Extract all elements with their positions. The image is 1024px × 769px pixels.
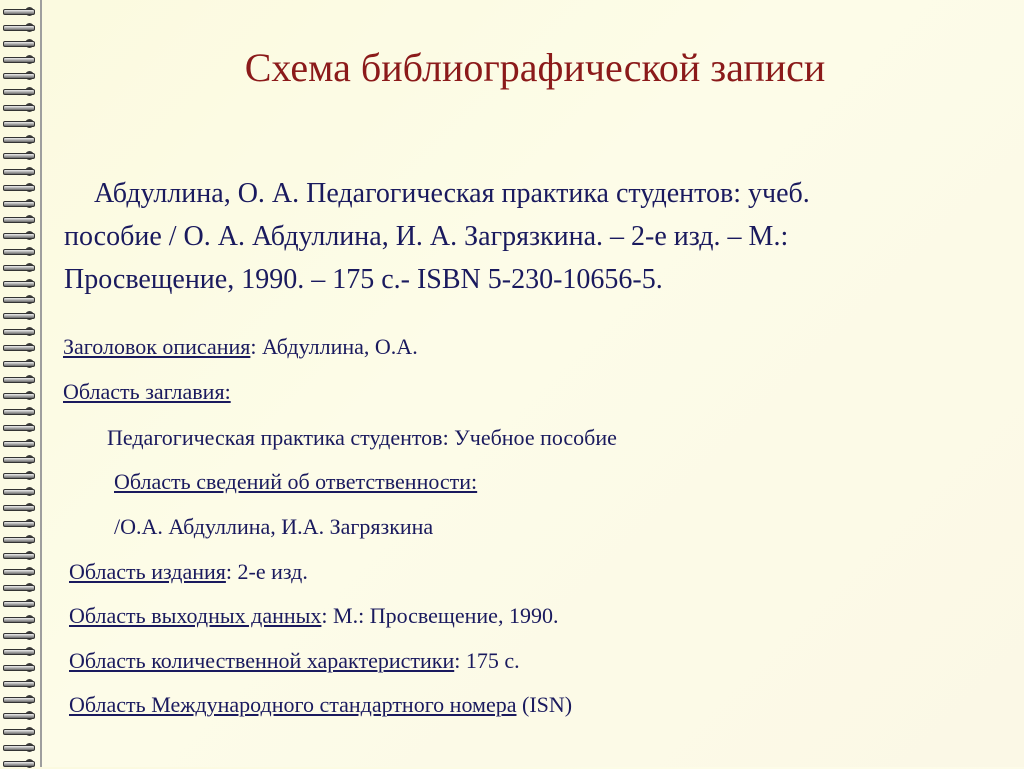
binding-wire <box>3 745 35 751</box>
binding-wire <box>3 217 35 223</box>
binding-ring <box>3 646 39 657</box>
heading-field-label: Заголовок описания <box>63 334 251 359</box>
quantity-field <box>69 648 520 674</box>
binding-ring <box>3 630 39 641</box>
publication-value: : М.: Просвещение, 1990. <box>321 603 559 628</box>
heading-field <box>63 334 418 360</box>
edition-value: : 2-е изд. <box>225 559 308 584</box>
responsibility-label: Область сведений об ответственности: <box>114 469 478 494</box>
binding-wire <box>3 345 35 351</box>
binding-ring <box>3 358 39 369</box>
binding-ring <box>3 566 39 577</box>
binding-ring <box>3 582 39 593</box>
binding-ring <box>3 374 39 385</box>
binding-ring <box>3 6 39 17</box>
binding-ring <box>3 22 39 33</box>
binding-ring <box>3 182 39 193</box>
binding-wire <box>3 713 35 719</box>
binding-margin-line <box>40 0 42 767</box>
title-area-field <box>63 379 231 405</box>
binding-wire <box>3 617 35 623</box>
binding-wire <box>3 585 35 591</box>
binding-wire <box>3 553 35 559</box>
binding-wire <box>3 697 35 703</box>
binding-ring <box>3 710 39 721</box>
page-title: Схема библиографической записи <box>244 45 826 90</box>
citation-line-2: пособие / О. А. Абдуллина, И. А. Загрязкина. – 2-е изд. – М.: <box>64 221 789 252</box>
binding-ring <box>3 198 39 209</box>
publication-field <box>69 603 558 629</box>
binding-wire <box>3 73 35 79</box>
binding-wire <box>3 761 35 767</box>
binding-wire <box>3 313 35 319</box>
binding-ring <box>3 246 39 257</box>
binding-ring <box>3 550 39 561</box>
binding-wire <box>3 201 35 207</box>
publication-label: Область выходных данных <box>69 603 322 628</box>
binding-ring <box>3 518 39 529</box>
binding-wire <box>3 361 35 367</box>
binding-ring <box>3 326 39 337</box>
binding-ring <box>3 694 39 705</box>
title-area-value-text: Педагогическая практика студентов: Учебное пособие <box>107 425 617 450</box>
binding-wire <box>3 265 35 271</box>
binding-wire <box>3 425 35 431</box>
binding-ring <box>3 438 39 449</box>
binding-ring <box>3 310 39 321</box>
binding-wire <box>3 729 35 735</box>
binding-wire <box>3 409 35 415</box>
binding-wire <box>3 137 35 143</box>
binding-ring <box>3 614 39 625</box>
quantity-value: : 175 с. <box>454 648 520 673</box>
binding-wire <box>3 153 35 159</box>
citation-line-1: Абдуллина, О. А. Педагогическая практика студентов: учеб. <box>94 178 810 209</box>
binding-wire <box>3 57 35 63</box>
binding-wire <box>3 505 35 511</box>
binding-ring <box>3 134 39 145</box>
binding-ring <box>3 214 39 225</box>
binding-ring <box>3 678 39 689</box>
citation-block <box>64 172 944 301</box>
binding-ring <box>3 230 39 241</box>
binding-ring <box>3 118 39 129</box>
responsibility-value-text: /О.А. Абдуллина, И.А. Загрязкина <box>114 514 434 539</box>
binding-wire <box>3 169 35 175</box>
binding-wire <box>3 41 35 47</box>
binding-ring <box>3 758 39 769</box>
binding-wire <box>3 521 35 527</box>
binding-ring <box>3 502 39 513</box>
isn-field <box>69 692 572 718</box>
responsibility-value <box>114 514 433 540</box>
binding-wire <box>3 185 35 191</box>
binding-wire <box>3 9 35 15</box>
edition-field <box>69 559 308 585</box>
binding-ring <box>3 406 39 417</box>
binding-ring <box>3 742 39 753</box>
binding-ring <box>3 598 39 609</box>
binding-wire <box>3 457 35 463</box>
binding-wire <box>3 233 35 239</box>
edition-label: Область издания <box>69 559 226 584</box>
binding-ring <box>3 150 39 161</box>
binding-wire <box>3 121 35 127</box>
binding-wire <box>3 537 35 543</box>
binding-ring <box>3 294 39 305</box>
binding-wire <box>3 281 35 287</box>
binding-ring <box>3 278 39 289</box>
binding-ring <box>3 262 39 273</box>
binding-ring <box>3 390 39 401</box>
binding-wire <box>3 89 35 95</box>
binding-ring <box>3 534 39 545</box>
binding-ring <box>3 470 39 481</box>
binding-wire <box>3 569 35 575</box>
binding-wire <box>3 329 35 335</box>
binding-ring <box>3 38 39 49</box>
binding-wire <box>3 665 35 671</box>
isn-label: Область Международного стандартного номера <box>69 692 517 717</box>
heading-field-value: : Абдуллина, О.А. <box>250 334 418 359</box>
binding-wire <box>3 441 35 447</box>
binding-wire <box>3 393 35 399</box>
binding-ring <box>3 166 39 177</box>
responsibility-field <box>114 469 477 495</box>
binding-ring <box>3 54 39 65</box>
binding-wire <box>3 649 35 655</box>
binding-wire <box>3 297 35 303</box>
binding-ring <box>3 726 39 737</box>
binding-wire <box>3 633 35 639</box>
binding-ring <box>3 102 39 113</box>
binding-ring <box>3 86 39 97</box>
binding-ring <box>3 486 39 497</box>
binding-wire <box>3 105 35 111</box>
binding-ring <box>3 422 39 433</box>
binding-ring <box>3 662 39 673</box>
binding-ring <box>3 342 39 353</box>
binding-ring <box>3 454 39 465</box>
binding-wire <box>3 249 35 255</box>
title-area-label: Область заглавия: <box>63 379 231 404</box>
quantity-label: Область количественной характеристики <box>69 648 455 673</box>
binding-wire <box>3 601 35 607</box>
binding-wire <box>3 489 35 495</box>
binding-wire <box>3 25 35 31</box>
spiral-binding <box>0 0 46 767</box>
binding-wire <box>3 377 35 383</box>
title-area-value <box>107 425 617 451</box>
citation-line-3: Просвещение, 1990. – 175 с.- ISBN 5-230-10656-5. <box>64 264 663 295</box>
isn-value: (ISN) <box>516 692 573 717</box>
binding-ring <box>3 70 39 81</box>
binding-wire <box>3 681 35 687</box>
binding-wire <box>3 473 35 479</box>
